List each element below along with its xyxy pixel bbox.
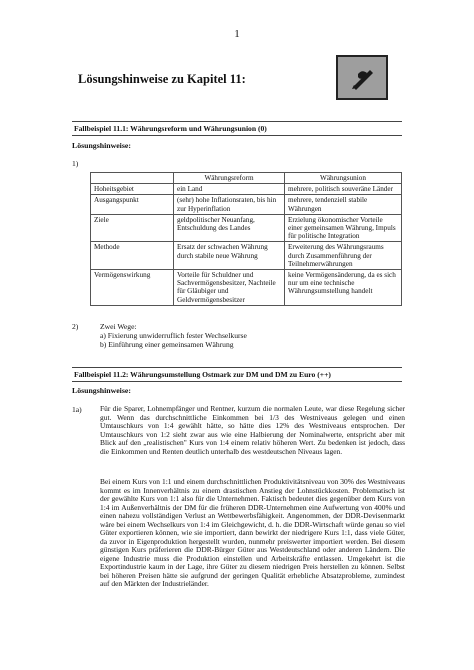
comparison-table [90, 172, 402, 306]
chapter-title: Lösungshinweise zu Kapitel 11: [78, 72, 246, 86]
table-cell: Ausgangspunkt [91, 195, 174, 214]
writing-hand-icon [350, 65, 376, 91]
table-cell: keine Vermögensänderung, da es sich nur um eine technische Währungsumstellung handelt [285, 270, 402, 306]
table-cell: Erweiterung des Währungsraums durch Zusammenführung der Teilnehmerwährungen [285, 242, 402, 270]
table-cell: Hoheitsgebiet [91, 184, 174, 195]
table-cell: ein Land [174, 184, 285, 195]
case-title-11-1: Fallbeispiel 11.1: Währungsreform und Währungsunion (0) [72, 121, 402, 136]
table-header-cell [91, 173, 174, 184]
table-header-cell: Währungsreform [174, 173, 285, 184]
table-cell: Methode [91, 242, 174, 270]
table-row [91, 214, 402, 242]
table-cell: Vermögenswirkung [91, 270, 174, 306]
table-cell: (sehr) hohe Inflationsraten, bis hin zur Hyperinflation [174, 195, 285, 214]
table-cell: mehrere, politisch souveräne Länder [285, 184, 402, 195]
writing-hand-icon-box [336, 55, 388, 100]
table-header-row [91, 173, 402, 184]
table-row [91, 184, 402, 195]
table-cell: geldpolitischer Neuanfang, Entschuldung des Landes [174, 214, 285, 242]
table-header-cell: Währungsunion [285, 173, 402, 184]
case-title-11-2: Fallbeispiel 11.2: Währungsumstellung Ostmark zur DM und DM zu Euro (++) [72, 367, 402, 382]
item-number: 1) [72, 159, 79, 168]
solution-hints-label: Lösungshinweise: [72, 386, 131, 395]
item-text: Zwei Wege: [100, 322, 137, 331]
table-row [91, 242, 402, 270]
item-option-a: a) Fixierung unwiderruflich fester Wechselkurse [100, 331, 247, 340]
item-option-b: b) Einführung einer gemeinsamen Währung [100, 340, 234, 349]
table-cell: Erzielung ökonomischer Vorteile einer gemeinsamen Währung, Impuls für politische Integration [285, 214, 402, 242]
page-number: 1 [234, 28, 240, 40]
item-number: 2) [72, 322, 79, 331]
solution-hints-label: Lösungshinweise: [72, 141, 131, 150]
paragraph: Bei einem Kurs von 1:1 und einem durchschnittlichen Produktivitätsniveau von 30% des Westniveaus kommt es im Innenverhältnis zu einem drastischen Anstieg der Lohnstückkosten. Problematisch ist der gewählte Kurs von 1:1 also für die Unternehmen. Faktisch bedeutet dies gegenüber dem Kurs von 1:4 im Außenverhältnis der DM für die früheren DDR-Unternehmen eine Aufwertung von 400% und einen nahezu vollständigen Verlust an Wettbewerbsfähigkeit. Angenommen, der DDR-Devisenmarkt wäre bei einem Wechselkurs von 1:4 im Gleichgewicht, d. h. die DDR-Wirtschaft würde genau so viel Güter exportieren können, wie sie importiert, dann bewirkt der niedrigere Kurs 1:1, dass viele Güter, da zuvor in Eigenproduktion hergestellt wurden, nunmehr preiswerter importiert werden. Bei diesem günstigen Kurs präferieren die DDR-Bürger Güter aus Westdeutschland oder anderen Ländern. Die eigene Industrie muss die Produktion einstellen und Arbeitskräfte entlassen. Umgekehrt ist die Exportindustrie kaum in der Lage, ihre Güter zu diesem niedrigen Preis herstellen zu können. Selbst bei höheren Preisen hätte sie aufgrund der geringen Qualität erhebliche Absatzprobleme, zumindest auf den Märkten der Industrieländer. [100, 477, 405, 588]
table-cell: Vorteile für Schuldner und Sachvermögensbesitzer, Nachteile für Gläubiger und Geldvermögensbesitzer [174, 270, 285, 306]
table-cell: Ersatz der schwachen Währung durch stabile neue Währung [174, 242, 285, 270]
item-number: 1a) [72, 405, 82, 414]
table-cell: Ziele [91, 214, 174, 242]
table-row [91, 270, 402, 306]
paragraph: Für die Sparer, Lohnempfänger und Rentner, kurzum die normalen Leute, war diese Regelung sicher gut. Wenn das durchschnittliche Einkommen bei 1/3 des Westniveaus gelegen und einen Umtauschkurs von 1:4 gewählt hätte, so hätte dies 12% des Westniveaus entsprochen. Der Umtauschkurs von 1:2 sieht zwar aus wie eine Halbierung der Nominalwerte, entspricht aber mit Blick auf den „realistischen" Kurs von 1:4 einem relativ höheren Wert. Zu bedenken ist jedoch, dass die Einkommen und Renten deutlich unterhalb des westdeutschen Niveaus lagen. [100, 404, 405, 456]
table-row [91, 195, 402, 214]
table-cell: mehrere, tendenziell stabile Währungen [285, 195, 402, 214]
